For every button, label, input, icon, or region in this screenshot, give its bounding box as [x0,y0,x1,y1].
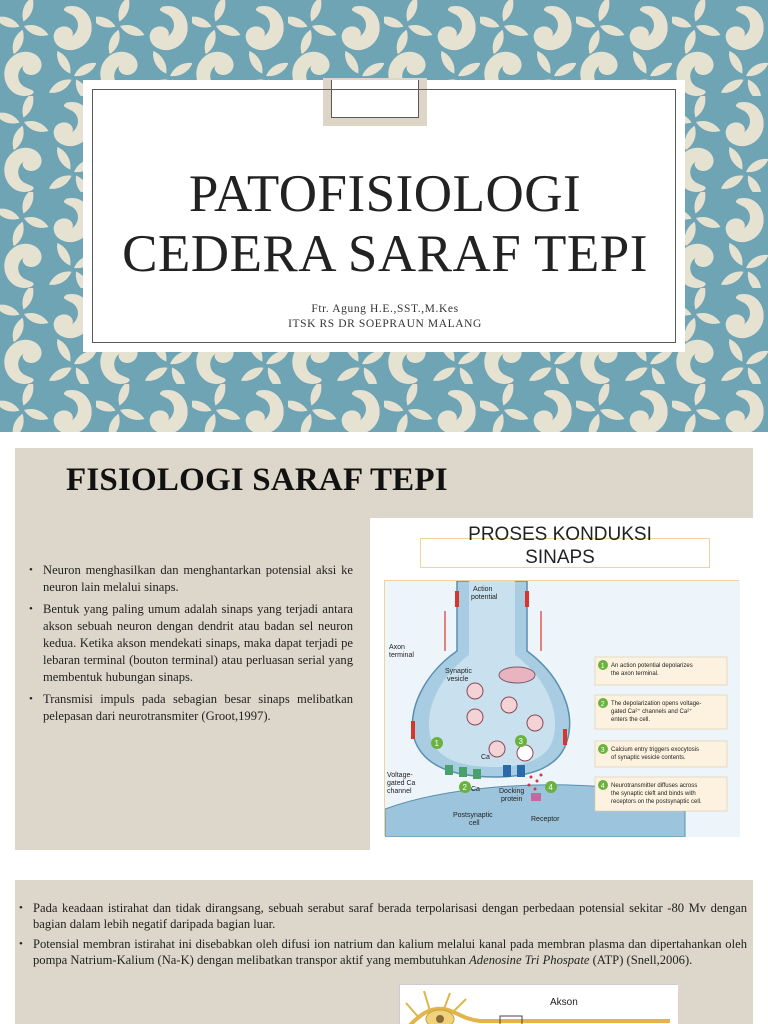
ca-channel-shape [445,765,453,775]
receptor-shape [531,793,541,801]
svg-text:2: 2 [462,783,467,792]
action-potential-label-1: Action [473,586,493,593]
mitochondrion-shape [499,667,535,683]
postsynaptic-label-2: cell [469,820,480,827]
vesicle-shape [517,745,533,761]
membrane-marker [455,591,459,607]
vesicle-shape [501,697,517,713]
synapse-diagram [385,581,740,837]
ca-label-1: Ca [481,754,490,761]
ca-channel-shape [473,769,481,779]
bullet-text-part-1: Potensial membran istirahat ini disebabkan oleh difusi ion natrium dan kalium melalui kanal pada membran plasma dan dipertahankan oleh pompa Natrium-Kalium (Na-K) dengan melibatkan transpor aktif yang membutuhkan [33,937,747,967]
vgcc-label-2: gated Ca [387,780,416,787]
ca-channel-shape [459,767,467,777]
membrane-marker [525,591,529,607]
vesicle-shape [467,683,483,699]
axon-terminal-label-1: Axon [389,644,405,651]
membrane-marker [563,729,567,745]
figure-title [400,523,720,569]
step-2-line-3: enters the cell. [611,717,651,723]
svg-text:4: 4 [600,783,605,790]
receptor-label: Receptor [531,816,560,823]
resting-potential-slide [0,866,768,1024]
step-2-line-1: The depolarization opens voltage- [611,701,702,707]
bullet-dot: • [19,902,23,914]
vesicle-shape [489,741,505,757]
step-4-line-2: the synaptic cleft and binds with [611,791,696,797]
vgcc-label-3: channel [387,788,412,795]
institution-name: ITSK RS DR SOEPRAUN MALANG [288,318,482,330]
vgcc-label-1: Voltage- [387,772,413,779]
bullet-dot: • [29,564,33,576]
postsynaptic-label-1: Postsynaptic [453,812,493,819]
step-1-line-2: the axon terminal. [611,671,659,677]
svg-text:3: 3 [600,747,605,754]
physiology-panel [15,448,753,850]
bullet-item [29,601,353,686]
bullet-text: Pada keadaan istirahat dan tidak dirangsang, sebuah serabut saraf berada terpolarisasi dengan perbedaan potensial sekitar -80 Mv dengan bagian dalam lebih negatif daripada bagian luar. [33,901,747,931]
synapse-figure [370,518,753,850]
bullet-item [29,562,353,596]
step-4-line-3: receptors on the postsynaptic cell. [611,799,702,805]
title-line-2: CEDERA SARAF TEPI [122,225,648,283]
bullet-text: Transmisi impuls pada sebagian besar sinaps melibatkan pelepasan dari neurotransmiter (Groot,1997). [43,692,353,723]
author-name: Ftr. Agung H.E.,SST.,M.Kes [311,303,459,315]
title-card-frame [92,89,676,343]
bullet-item [17,900,747,932]
neuron-figure [399,984,677,1024]
synaptic-vesicle-label-1: Synaptic [445,668,472,675]
physiology-heading: FISIOLOGI SARAF TEPI [66,462,448,498]
title-card [83,80,685,352]
step-3-line-2: of synaptic vesicle contents. [611,755,686,761]
neuron-diagram [400,985,678,1024]
resting-potential-bullet-list [17,900,747,972]
bullet-text: Bentuk yang paling umum adalah sinaps yang terjadi antara akson sebuah neuron dengan dendrit atau badan sel neuron kedua. Ketika akson mendekati sinaps, maka dapat terjadi pe lebaran terminal (bouton terminal) atau perluasan serial yang membentuk hubungan sinaps. [43,602,353,684]
title-slide [0,0,768,432]
vesicle-shape [467,709,483,725]
slide-subtitle [93,302,677,332]
svg-text:2: 2 [600,701,605,708]
bullet-item [29,691,353,725]
bullet-dot: • [29,603,33,615]
svg-text:4: 4 [548,783,553,792]
synapse-diagram-frame [384,580,739,836]
bullet-dot: • [19,938,23,950]
bullet-text: Neuron menghasilkan dan menghantarkan potensial aksi ke neuron lain melalui sinaps. [43,563,353,594]
slide-title [93,164,677,284]
docking-protein-shape [517,765,525,777]
docking-label-2: protein [501,796,523,803]
action-potential-label-2: potential [471,594,498,601]
resting-potential-panel [15,880,753,1024]
svg-text:3: 3 [518,737,523,746]
ca-label-2: Ca [471,786,480,793]
physiology-slide [0,432,768,866]
axon-terminal-label-2: terminal [389,652,414,659]
bullet-text-emphasis: Adenosine Tri Phospate [469,953,590,967]
figure-title-line-1: PROSES KONDUKSI [468,524,652,545]
svg-text:1: 1 [600,663,605,670]
bullet-text-part-2: (ATP) (Snell,2006). [589,953,693,967]
axon-label: Akson [550,997,578,1008]
step-2-line-2: gated Ca²⁺ channels and Ca²⁺ [611,709,693,715]
vesicle-shape [527,715,543,731]
bullet-dot: • [29,693,33,705]
synaptic-vesicle-label-2: vesicle [447,676,469,683]
docking-protein-shape [503,765,511,777]
step-1-line-1: An action potential depolarizes [611,663,693,669]
membrane-marker [411,721,415,739]
physiology-bullet-list [29,562,353,730]
figure-title-line-2: SINAPS [525,547,595,568]
docking-label-1: Docking [499,788,525,795]
title-line-1: PATOFISIOLOGI [188,165,582,223]
svg-text:1: 1 [434,739,439,748]
step-4-line-1: Neurotransmitter diffuses across [611,783,698,789]
step-3-line-1: Calcium entry triggers exocytosis [611,747,700,753]
bullet-item [17,936,747,968]
